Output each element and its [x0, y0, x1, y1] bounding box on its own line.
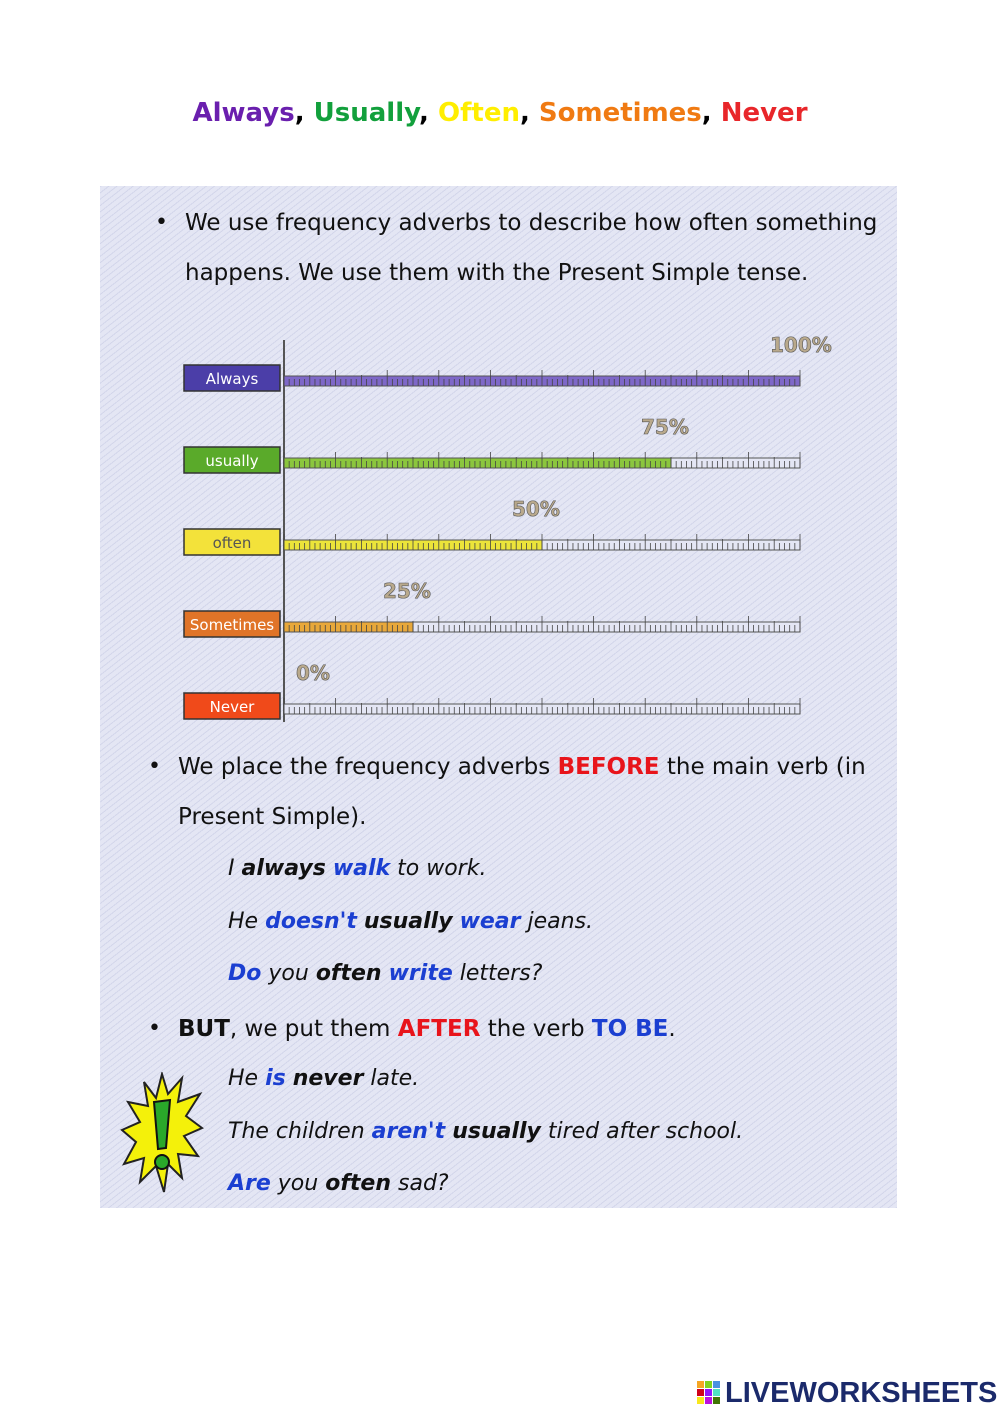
- title-separator: ,: [294, 98, 314, 128]
- title-separator: ,: [519, 98, 539, 128]
- category-label: often: [212, 534, 252, 552]
- title-separator: ,: [419, 98, 438, 128]
- before-keyword: BEFORE: [557, 754, 660, 780]
- before-rule-line-1: [178, 742, 866, 792]
- verb-text: aren't: [371, 1119, 446, 1144]
- category-label: Sometimes: [189, 616, 275, 634]
- after-keyword: AFTER: [397, 1016, 481, 1042]
- after-rule-post: .: [668, 1016, 676, 1042]
- liveworksheets-logo: [697, 1376, 997, 1410]
- verb-text: Do: [228, 961, 262, 986]
- adverb-text: usually: [363, 909, 453, 934]
- plain-text: you: [261, 961, 316, 986]
- plain-text: letters?: [452, 961, 543, 986]
- verb-text: Are: [228, 1171, 271, 1196]
- plain-text: [326, 856, 333, 881]
- after-rule-mid: the verb: [480, 1016, 592, 1042]
- example-before-3: [228, 961, 542, 986]
- bullet-dot: •: [155, 210, 168, 235]
- before-rule-post: the main verb (in: [659, 754, 866, 780]
- value-label: 100%: [770, 333, 832, 357]
- example-before-2: [228, 909, 593, 934]
- plain-text: to work.: [390, 856, 487, 881]
- after-rule-line: [178, 1004, 676, 1054]
- plain-text: The children: [228, 1119, 372, 1144]
- to-be-keyword: TO BE: [591, 1016, 669, 1042]
- intro-line-1: We use frequency adverbs to describe how often something: [185, 210, 878, 236]
- adverb-text: often: [325, 1171, 392, 1196]
- before-rule-pre: We place the frequency adverbs: [178, 754, 558, 780]
- example-after-2: [228, 1119, 743, 1144]
- plain-text: [382, 961, 389, 986]
- logo-grid-icon: [697, 1381, 721, 1405]
- title-word-usually: Usually: [313, 98, 420, 128]
- plain-text: sad?: [391, 1171, 449, 1196]
- plain-text: [453, 909, 460, 934]
- plain-text: He: [228, 1066, 266, 1091]
- adverb-text: always: [241, 856, 326, 881]
- plain-text: tired after school.: [540, 1119, 744, 1144]
- plain-text: jeans.: [520, 909, 594, 934]
- bullet-dot: •: [148, 1016, 161, 1041]
- after-rule-pre: , we put them: [229, 1016, 398, 1042]
- title-word-often: Often: [437, 98, 520, 128]
- logo-text: LIVEWORKSHEETS: [725, 1376, 998, 1409]
- value-label: 25%: [383, 579, 431, 603]
- before-rule-line-2: Present Simple).: [178, 804, 367, 830]
- example-after-3: [228, 1171, 449, 1196]
- plain-text: late.: [363, 1066, 420, 1091]
- verb-text: doesn't: [265, 909, 357, 934]
- adverb-text: usually: [452, 1119, 541, 1144]
- adverb-text: often: [315, 961, 382, 986]
- title-word-never: Never: [720, 98, 808, 128]
- adverb-text: never: [292, 1066, 364, 1091]
- example-after-1: [228, 1066, 419, 1091]
- verb-text: is: [265, 1066, 286, 1091]
- category-label: Never: [209, 698, 255, 716]
- plain-text: I: [228, 856, 242, 881]
- bar-fill: [284, 622, 413, 632]
- category-label: usually: [205, 452, 259, 470]
- title-separator: ,: [701, 98, 721, 128]
- exclamation-icon: [120, 1072, 204, 1196]
- verb-text: walk: [332, 856, 391, 881]
- intro-line-2: happens. We use them with the Present Simple tense.: [185, 260, 809, 286]
- title-word-sometimes: Sometimes: [538, 98, 702, 128]
- plain-text: He: [228, 909, 266, 934]
- example-before-1: [228, 856, 486, 881]
- bullet-dot: •: [148, 754, 161, 779]
- after-rule-bullet: [148, 1004, 676, 1054]
- bar-fill: [284, 458, 671, 468]
- before-rule-bullet: [148, 742, 866, 842]
- value-label: 50%: [512, 497, 560, 521]
- title-word-always: Always: [192, 98, 295, 128]
- plain-text: [357, 909, 364, 934]
- verb-text: wear: [459, 909, 521, 934]
- after-rule-but: BUT: [178, 1016, 230, 1042]
- category-label: Always: [205, 370, 259, 388]
- verb-text: write: [388, 961, 453, 986]
- value-label: 75%: [641, 415, 689, 439]
- plain-text: [286, 1066, 293, 1091]
- plain-text: you: [270, 1171, 326, 1196]
- value-label: 0%: [296, 661, 330, 685]
